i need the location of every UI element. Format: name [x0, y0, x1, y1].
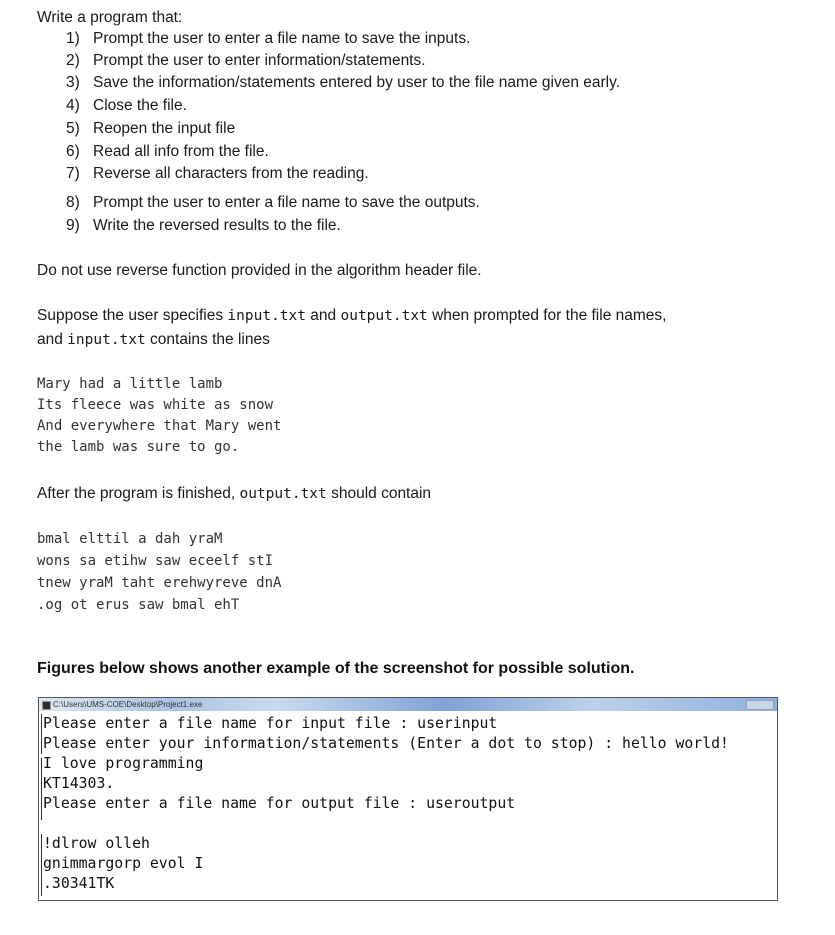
output-line: wons sa etihw saw eceelf stI — [37, 553, 274, 569]
input-file-name: input.txt — [227, 308, 306, 324]
step-text: Prompt the user to enter a file name to save the inputs. — [93, 30, 471, 47]
input-line: the lamb was sure to go. — [37, 439, 240, 455]
console-line: Please enter a file name for output file : useroutput — [43, 795, 516, 812]
input-line: Its fleece was white as snow — [37, 397, 274, 413]
console-line: KT14303. — [43, 775, 115, 792]
console-app-icon — [42, 701, 51, 710]
step-item — [66, 193, 480, 213]
console-title: C:\Users\UMS-COE\Desktop\Project1.exe — [53, 700, 203, 709]
note-text: Do not use reverse function provided in the algorithm header file. — [37, 262, 482, 279]
step-item — [66, 51, 426, 71]
output-file-name: output.txt — [340, 308, 428, 324]
step-number: 9) — [66, 217, 80, 234]
suppose-line2-a: and — [37, 331, 68, 348]
console-line: .30341TK — [43, 875, 115, 892]
step-number: 8) — [66, 194, 80, 211]
output-line: bmal elttil a dah yraM — [37, 531, 223, 547]
step-item — [66, 142, 269, 162]
step-item — [66, 96, 187, 116]
step-text: Reverse all characters from the reading. — [93, 165, 369, 182]
step-item — [66, 29, 470, 49]
text-cursor-mark — [41, 874, 42, 896]
input-line: And everywhere that Mary went — [37, 418, 282, 434]
console-line: !dlrow olleh — [43, 835, 150, 852]
output-line: tnew yraM taht erehwyreve dnA — [37, 575, 282, 591]
console-window[interactable] — [38, 697, 778, 901]
suppose-text-b: when prompted for the file names, — [427, 307, 667, 324]
step-text: Prompt the user to enter a file name to save the outputs. — [93, 194, 480, 211]
console-line: Please enter your information/statements (Enter a dot to stop) : hello world! — [43, 735, 729, 752]
text-cursor-mark — [41, 798, 42, 820]
step-text: Reopen the input file — [93, 120, 236, 137]
suppose-line-2 — [37, 330, 270, 350]
step-number: 2) — [66, 52, 80, 69]
step-item — [66, 164, 369, 184]
input-file-name-2: input.txt — [67, 332, 146, 348]
text-cursor-mark — [41, 714, 42, 754]
text-cursor-mark — [41, 854, 42, 874]
text-cursor-mark — [41, 758, 42, 778]
input-line: Mary had a little lamb — [37, 376, 223, 392]
step-text: Save the information/statements entered by user to the file name given early. — [93, 74, 620, 91]
output-line: .og ot erus saw bmal ehT — [37, 597, 240, 613]
suppose-and: and — [306, 307, 341, 324]
step-text: Write the reversed results to the file. — [93, 217, 341, 234]
after-file-name: output.txt — [239, 486, 327, 502]
step-text: Read all info from the file. — [93, 143, 269, 160]
suppose-text-a: Suppose the user specifies — [37, 307, 228, 324]
step-item — [66, 216, 341, 236]
figures-heading: Figures below shows another example of the screenshot for possible solution. — [37, 660, 635, 677]
suppose-line2-b: contains the lines — [145, 331, 270, 348]
step-number: 5) — [66, 120, 80, 137]
suppose-line-1 — [37, 306, 666, 326]
step-item — [66, 73, 620, 93]
after-text-a: After the program is finished, — [37, 485, 240, 502]
text-cursor-mark — [41, 834, 42, 854]
text-cursor-mark — [41, 778, 42, 798]
step-number: 7) — [66, 165, 80, 182]
console-line: gnimmargorp evol I — [43, 855, 204, 872]
console-title-bar[interactable] — [39, 698, 777, 711]
after-line — [37, 484, 431, 504]
window-controls[interactable] — [746, 700, 774, 710]
step-item — [66, 119, 235, 139]
intro-text: Write a program that: — [37, 9, 183, 26]
step-number: 1) — [66, 30, 80, 47]
step-text: Close the file. — [93, 97, 187, 114]
after-text-b: should contain — [326, 485, 432, 502]
console-line: Please enter a file name for input file : userinput — [43, 715, 498, 732]
step-number: 6) — [66, 143, 80, 160]
console-line: I love programming — [43, 755, 204, 772]
step-number: 3) — [66, 74, 80, 91]
step-number: 4) — [66, 97, 80, 114]
step-text: Prompt the user to enter information/statements. — [93, 52, 426, 69]
